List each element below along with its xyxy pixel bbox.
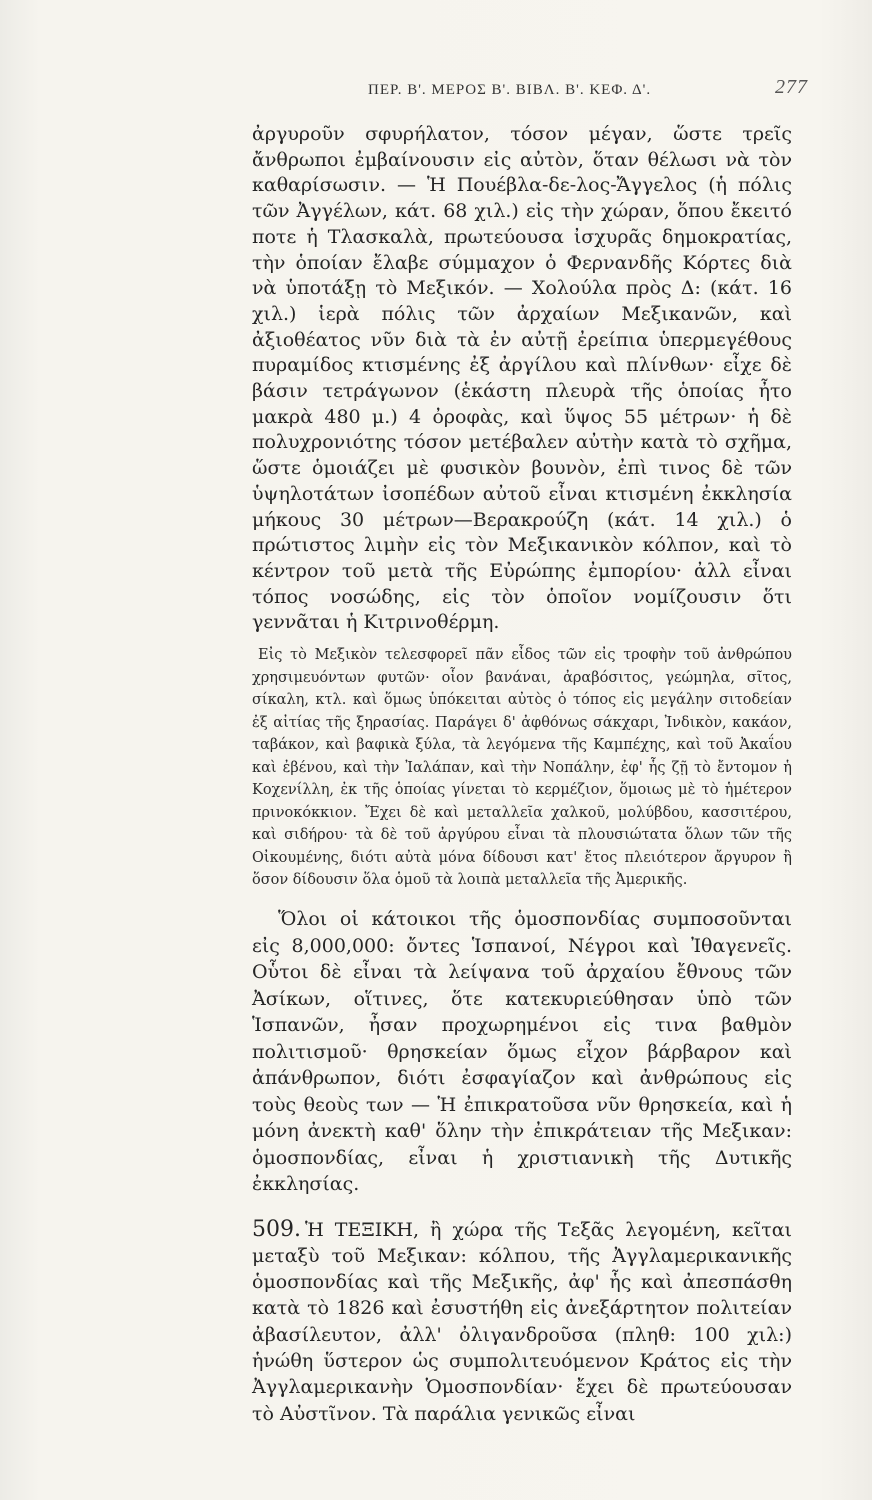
main-paragraph: ἀργυροῦν σφυρήλατον, τόσον μέγαν, ὥστε τρεῖς ἄνθρωποι ἐμβαίνουσιν εἰς αὐτὸν, ὅταν θέλωσι νὰ τὸν καθαρίσωσιν. — Ἡ Πουέβλα-δε-λος-Ἄγγελος (ἡ πόλις τῶν Ἀγγέλων, κάτ. 68 χιλ.) εἰς τὴν χώραν, ὅπου ἔκειτό ποτε ἡ Τλασκαλὰ, πρωτεύουσα ἰσχυρᾶς δημοκρατίας, τὴν ὁποίαν ἔλαβε σύμμαχον ὁ Φερνανδῆς Κόρτες διὰ νὰ ὑποτάξῃ τὸ Μεξικόν. — Χολούλα πρὸς Δ: (κάτ. 16 χιλ.) ἱερὰ πόλις τῶν ἀρχαίων Μεξικανῶν, καὶ ἀξιοθέατος νῦν διὰ τὰ ἐν αὐτῇ ἐρείπια ὑπερμεγέθους πυραμίδος κτισμένης ἐξ ἀργίλου καὶ πλίνθων· εἶχε δὲ βάσιν τετράγωνον (ἑκάστη πλευρὰ τῆς ὁποίας ἦτο μακρὰ 480 μ.) 4 ὀροφὰς, καὶ ὕψος 55 μέτρων· ἡ δὲ πολυχρονιότης τόσον μετέβαλεν αὐτὴν κατὰ τὸ σχῆμα, ὥστε ὁμοιάζει μὲ φυσικὸν βουνὸν, ἐπὶ τινος δὲ τῶν ὑψηλοτάτων ἰσοπέδων αὐτοῦ εἶναι κτισμένη ἐκκλησία μήκους 30 μέτρων—Βερακρούζη (κάτ. 14 χιλ.) ὁ πρώτιστος λιμὴν εἰς τὸν Μεξικανικὸν κόλπον, καὶ τὸ κέντρον τοῦ μετὰ τῆς Εὐρώπης ἐμπορίου· ἀλλ εἶναι τόπος νοσώδης, εἰς τὸν ὁποῖον νομίζουσιν ὅτι γεννᾶται ἡ Κιτρινοθέρμη. bbox=[252, 123, 792, 634]
texas-paragraph bbox=[252, 1217, 792, 1427]
texas-text: Ἡ ΤΕΞΙΚΗ, ἢ χώρα τῆς Τεξᾶς λεγομένη, κεῖται μεταξὺ τοῦ Μεξικαν: κόλπου, τῆς Ἀγγλαμερικανικῆς ὁμοσπονδίας καὶ τῆς Μεξικῆς, ἀφ' ἧς καὶ ἀπεσπάσθη κατὰ τὸ 1826 καὶ ἐσυστήθη εἰς ἀνεξάρτητον πολιτείαν ἀβασίλευτον, ἀλλ' ὀλιγανδροῦσα (πληθ: 100 χιλ:) ἡνώθη ὕστερον ὡς συμπολιτευόμενον Κράτος εἰς τὴν Ἀγγλαμερικανὴν Ὁμοσπονδίαν· ἔχει δὲ πρωτεύουσαν τὸ Αὐστῖνον. Τὰ παράλια γενικῶς εἶναι bbox=[252, 1218, 792, 1425]
section-number: 509. bbox=[252, 1216, 301, 1242]
page-number: 277 bbox=[775, 76, 808, 98]
population-paragraph: Ὅλοι οἱ κάτοικοι τῆς ὁμοσπονδίας συμποσοῦνται εἰς 8,000,000: ὄντες Ἱσπανοί, Νέγροι καὶ Ἰθαγενεῖς. Οὗτοι δὲ εἶναι τὰ λείψανα τοῦ ἀρχαίου ἔθνους τῶν Ἀσίκων, οἵτινες, ὅτε κατεκυριεύθησαν ὑπὸ τῶν Ἱσπανῶν, ἦσαν προχωρημένοι εἰς τινα βαθμὸν πολιτισμοῦ· θρησκείαν ὅμως εἶχον βάρβαρον καὶ ἀπάνθρωπον, διότι ἐσφαγίαζον καὶ ἀνθρώπους εἰς τοὺς θεοὺς των — Ἡ ἐπικρατοῦσα νῦν θρησκεία, καὶ ἡ μόνη ἀνεκτὴ καθ' ὅλην τὴν ἐπικράτειαν τῆς Μεξικαν: ὁμοσπονδίας, εἶναι ἡ χριστιανικὴ τῆς Δυτικῆς ἐκκλησίας. bbox=[252, 908, 792, 1196]
page-body bbox=[252, 122, 792, 1446]
page-header bbox=[368, 74, 808, 104]
running-title: ΠΕΡ. Β'. ΜΕΡΟΣ Β'. ΒΙΒΛ. Β'. ΚΕΦ. Δ'. bbox=[368, 82, 652, 98]
footnote-paragraph: Εἰς τὸ Μεξικὸν τελεσφορεῖ πᾶν εἶδος τῶν εἰς τροφὴν τοῦ ἀνθρώπου χρησιμευόντων φυτῶν· οἷον βανάναι, ἀραβόσιτος, γεώμηλα, σῖτος, σίκαλη, κτλ. καὶ ὅμως ὑπόκειται αὐτὸς ὁ τόπος εἰς μεγάλην σιτοδείαν ἐξ αἰτίας τῆς ξηρασίας. Παράγει δ' ἀφθόνως σάκχαρι, Ἰνδικὸν, κακάον, ταβάκον, καὶ βαφικὰ ξύλα, τὰ λεγόμενα τῆς Καμπέχης, καὶ τοῦ Ἀκαΐου καὶ ἐβένου, καὶ τὴν Ἰαλάπαν, καὶ τὴν Νοπάλην, ἐφ' ἧς ζῇ τὸ ἔντομον ἡ Κοχενίλλη, ἐκ τῆς ὁποίας γίνεται τὸ κερμέζιον, ὅμοιως μὲ τὸ ἡμέτερον πρινοκόκκιον. Ἔχει δὲ καὶ μεταλλεῖα χαλκοῦ, μολύβδου, κασσιτέρου, καὶ σιδήρου· τὰ δὲ τοῦ ἀργύρου εἶναι τὰ πλουσιώτατα ὅλων τῶν τῆς Οἰκουμένης, διότι αὐτὰ μόνα δίδουσι κατ' ἔτος πλειότερον ἄργυρον ἢ ὅσον δίδουσιν ὅλα ὁμοῦ τὰ λοιπὰ μεταλλεῖα τῆς Ἀμερικῆς. bbox=[252, 647, 792, 889]
